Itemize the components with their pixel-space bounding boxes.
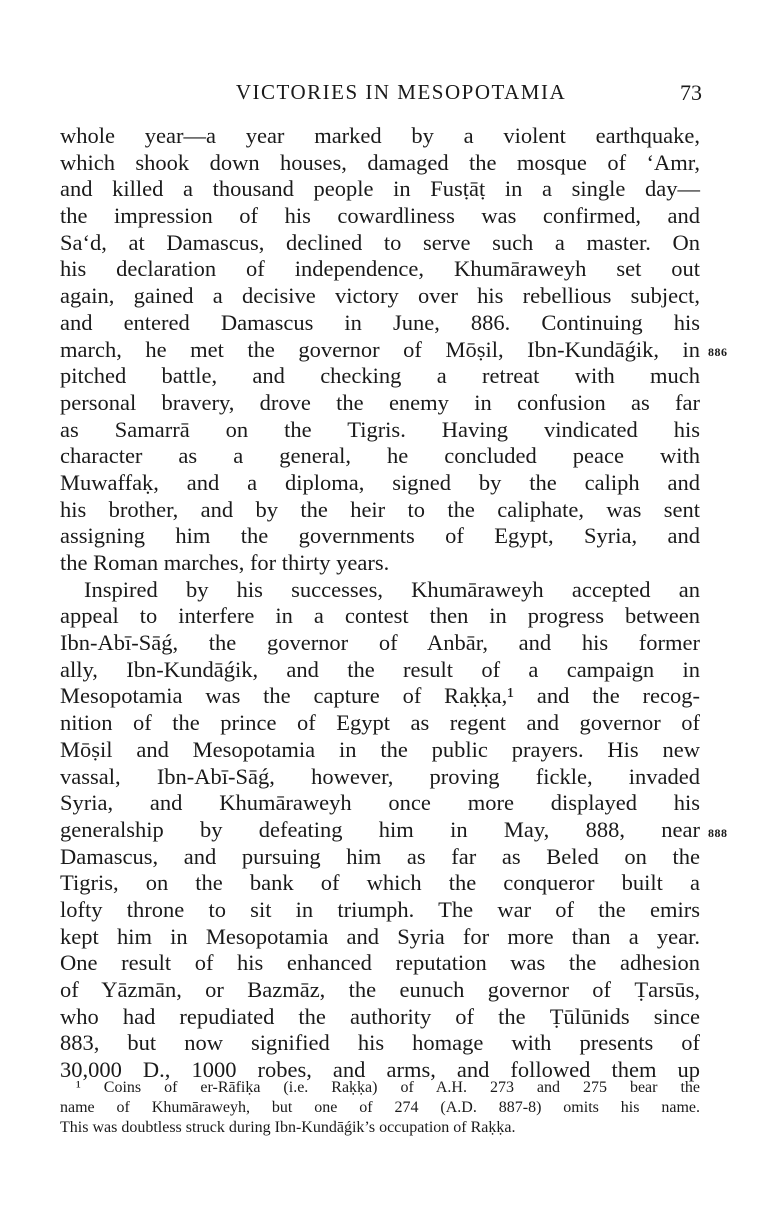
text-line: his brother, and by the heir to the caliphate, was sent <box>60 496 700 522</box>
paragraph-start-line: Inspired by his successes, Khumāraweyh accepted an <box>84 576 700 602</box>
text-line: nition of the prince of Egypt as regent and governor of <box>60 710 700 736</box>
margin-date-886: 886 <box>708 344 728 359</box>
body-text <box>60 123 728 1084</box>
text-line: One result of his enhanced reputation was the adhesion <box>60 950 700 976</box>
text-line: march, he met the governor of Mōṣil, Ibn-Kundāǵik, in <box>60 336 700 362</box>
text-line: of Yāzmān, or Bazmāz, the eunuch governor of Ṭarsūs, <box>60 977 700 1002</box>
text-line: and entered Damascus in June, 886. Continuing his <box>60 309 700 335</box>
text-line: generalship by defeating him in May, 888, near <box>60 816 700 842</box>
page-header <box>60 80 702 110</box>
margin-date-888: 888 <box>708 825 728 840</box>
line-with-margin-note <box>60 816 728 844</box>
text-line: assigning him the governments of Egypt, Syria, and <box>60 523 700 549</box>
text-line: Tigris, on the bank of which the conqueror built a <box>60 870 700 896</box>
text-line: personal bravery, drove the enemy in confusion as far <box>60 389 700 415</box>
text-line: which shook down houses, damaged the mosque of ‘Amr, <box>60 149 700 175</box>
text-line: Mesopotamia was the capture of Raḳḳa,¹ and the recog- <box>60 683 700 709</box>
text-line: whole year—a year marked by a violent earthquake, <box>60 123 700 148</box>
footnote-line: ¹ Coins of er-Rāfiḳa (i.e. Raḳḳa) of A.H. 273 and 275 bear the <box>76 1079 700 1096</box>
text-line: Sa‘d, at Damascus, declined to serve such a master. On <box>60 229 700 255</box>
page-number: 73 <box>680 80 702 105</box>
text-line: Damascus, and pursuing him as far as Beled on the <box>60 843 700 869</box>
text-line: 30,000 D., 1000 robes, and arms, and followed them up <box>60 1057 700 1083</box>
text-line: Mōṣil and Mesopotamia in the public prayers. His new <box>60 736 700 762</box>
text-line: Syria, and Khumāraweyh once more displayed his <box>60 790 700 816</box>
text-line: Muwaffaḳ, and a diploma, signed by the caliph and <box>60 469 700 495</box>
text-line: lofty throne to sit in triumph. The war of the emirs <box>60 896 700 922</box>
text-line: character as a general, he concluded peace with <box>60 443 700 469</box>
text-line: his declaration of independence, Khumāraweyh set out <box>60 256 700 282</box>
text-line: who had repudiated the authority of the Ṭūlūnids since <box>60 1003 700 1029</box>
footnote <box>60 1078 700 1138</box>
text-line: appeal to interfere in a contest then in progress between <box>60 603 700 629</box>
text-line: pitched battle, and checking a retreat with much <box>60 363 700 389</box>
text-line: ally, Ibn-Kundāǵik, and the result of a campaign in <box>60 656 700 682</box>
text-line: the impression of his cowardliness was confirmed, and <box>60 203 700 229</box>
text-line: 883, but now signified his homage with presents of <box>60 1030 700 1056</box>
running-head: VICTORIES IN MESOPOTAMIA <box>235 80 567 104</box>
text-line: Ibn-Abī-Sāǵ, the governor of Anbār, and his former <box>60 630 700 656</box>
text-line: kept him in Mesopotamia and Syria for more than a year. <box>60 923 700 949</box>
line-with-margin-note <box>60 336 728 364</box>
text-line: vassal, Ibn-Abī-Sāǵ, however, proving fickle, invaded <box>60 763 700 789</box>
text-line: the Roman marches, for thirty years. <box>60 550 390 575</box>
footnote-line: name of Khumāraweyh, but one of 274 (A.D. 887-8) omits his name. <box>60 1099 700 1116</box>
text-line: and killed a thousand people in Fusṭāṭ in a single day— <box>60 176 700 202</box>
text-line: again, gained a decisive victory over his rebellious subject, <box>60 283 700 309</box>
text-line: as Samarrā on the Tigris. Having vindicated his <box>60 416 700 442</box>
footnote-line: This was doubtless struck during Ibn-Kundāǵik’s occupation of Raḳḳa. <box>60 1119 516 1136</box>
